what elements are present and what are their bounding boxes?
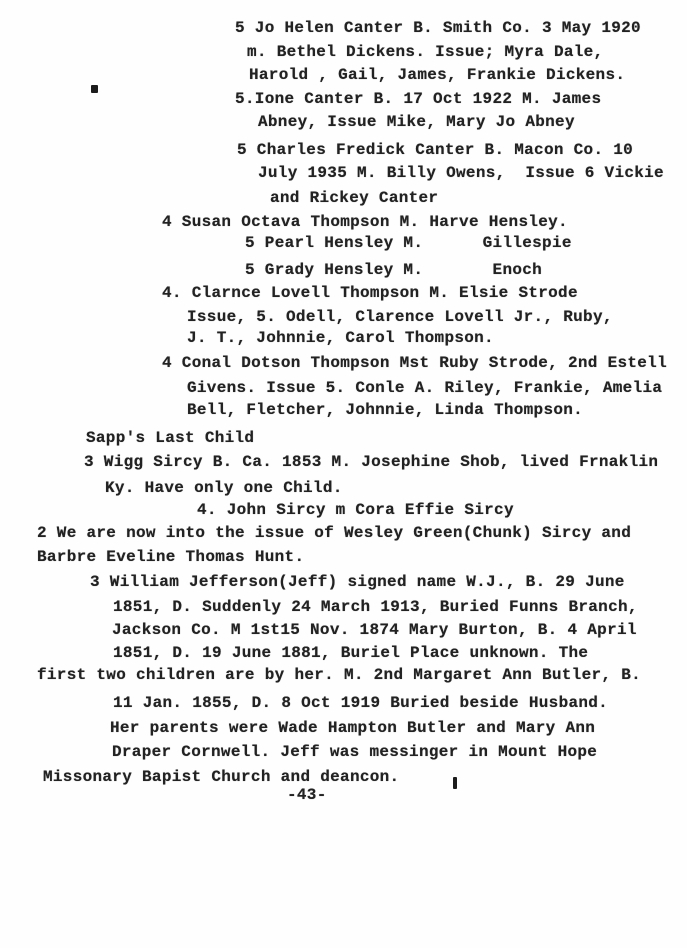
text-line: 5 Charles Fredick Canter B. Macon Co. 10 [237, 141, 634, 159]
stray-ink-mark [91, 85, 98, 93]
text-line: 5 Grady Hensley M. Enoch [245, 261, 543, 279]
text-line: 5.Ione Canter B. 17 Oct 1922 M. James [235, 90, 602, 108]
text-line: Issue, 5. Odell, Clarence Lovell Jr., Ruby, [187, 308, 613, 326]
text-line: 3 William Jefferson(Jeff) signed name W.J., B. 29 June [90, 573, 625, 591]
text-line: 4. John Sircy m Cora Effie Sircy [197, 501, 514, 519]
text-line: 1851, D. 19 June 1881, Buriel Place unknown. The [113, 644, 589, 662]
text-line: 11 Jan. 1855, D. 8 Oct 1919 Buried beside Husband. [113, 694, 609, 712]
text-line: 5 Jo Helen Canter B. Smith Co. 3 May 1920 [235, 19, 641, 37]
text-line: Barbre Eveline Thomas Hunt. [37, 548, 305, 566]
text-line: Abney, Issue Mike, Mary Jo Abney [258, 113, 575, 131]
text-line: Givens. Issue 5. Conle A. Riley, Frankie, Amelia [187, 379, 663, 397]
stray-ink-mark [453, 777, 457, 789]
text-line: 3 Wigg Sircy B. Ca. 1853 M. Josephine Shob, lived Frnaklin [84, 453, 659, 471]
text-line: 2 We are now into the issue of Wesley Green(Chunk) Sircy and [37, 524, 632, 542]
text-line: Bell, Fletcher, Johnnie, Linda Thompson. [187, 401, 584, 419]
text-line: Draper Cornwell. Jeff was messinger in Mount Hope [112, 743, 598, 761]
text-line: Her parents were Wade Hampton Butler and Mary Ann [110, 719, 596, 737]
text-line: and Rickey Canter [270, 189, 439, 207]
text-line: J. T., Johnnie, Carol Thompson. [187, 329, 494, 347]
text-line: m. Bethel Dickens. Issue; Myra Dale, [247, 43, 604, 61]
text-line: Sapp's Last Child [86, 429, 255, 447]
text-line: 4 Conal Dotson Thompson Mst Ruby Strode, 2nd Estell [162, 354, 667, 372]
text-line: 5 Pearl Hensley M. Gillespie [245, 234, 572, 252]
page-number: -43- [287, 786, 327, 804]
text-line: 1851, D. Suddenly 24 March 1913, Buried Funns Branch, [113, 598, 638, 616]
text-line: 4. Clarnce Lovell Thompson M. Elsie Strode [162, 284, 578, 302]
text-line: Jackson Co. M 1st15 Nov. 1874 Mary Burton, B. 4 April [112, 621, 637, 639]
text-line: Harold , Gail, James, Frankie Dickens. [249, 66, 626, 84]
text-line: Ky. Have only one Child. [105, 479, 343, 497]
text-line: July 1935 M. Billy Owens, Issue 6 Vickie [258, 164, 664, 182]
text-line: first two children are by her. M. 2nd Margaret Ann Butler, B. [37, 666, 641, 684]
text-line: Missonary Bapist Church and deancon. [43, 768, 400, 786]
text-line: 4 Susan Octava Thompson M. Harve Hensley. [162, 213, 568, 231]
